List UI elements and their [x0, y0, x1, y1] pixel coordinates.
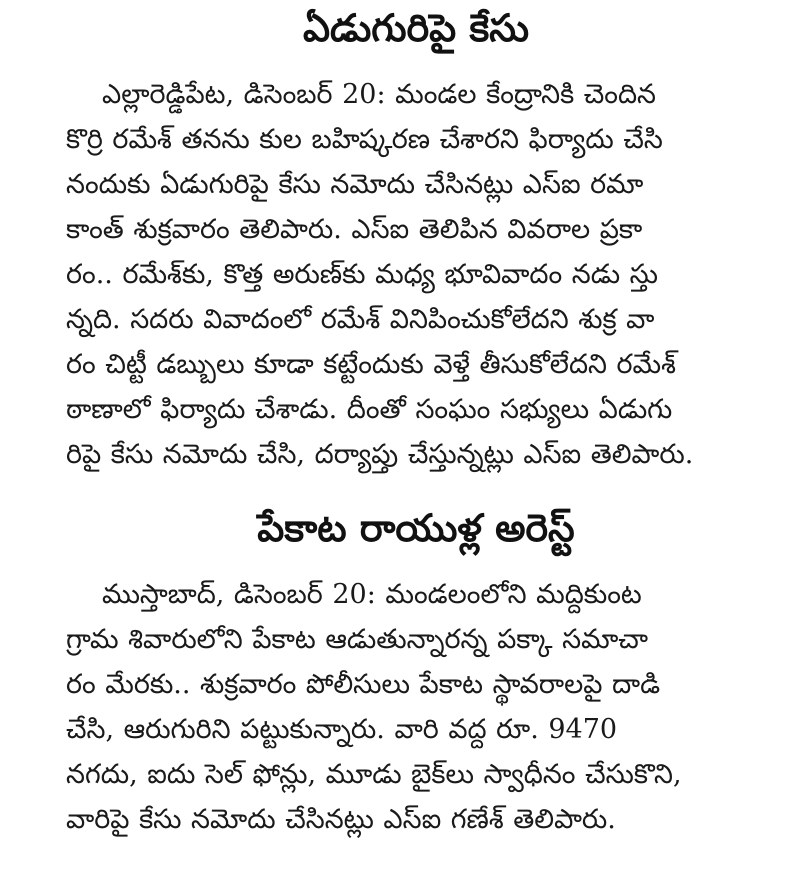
article-headline: పేకాట రాయుళ్ల అరెస్ట్	[257, 506, 575, 550]
article-body	[66, 572, 766, 842]
article-line: వారిపై కేసు నమోదు చేసినట్లు ఎస్ఐ గణేశ్ తెలిపారు.	[66, 804, 616, 835]
article-headline: ఏడుగురిపై కేసు	[302, 6, 530, 50]
article-line: ముస్తాబాద్, డిసెంబర్ 20: మండలంలోని మద్దికుంట	[102, 579, 642, 610]
article-line: రం మేరకు.. శుక్రవారం పోలీసులు పేకాట స్థావరాలపై దాడి	[66, 669, 661, 700]
article-line: చేసి, ఆరుగురిని పట్టుకున్నారు. వారి వద్ద రూ. 9470	[66, 714, 618, 745]
article-line: రం చిట్టీ డబ్బులు కూడా కట్టేందుకు వెళ్తే తీసుకోలేదని రమేశ్	[66, 349, 676, 380]
article-line: గ్రామ శివారులోని పేకాట ఆడుతున్నారన్న పక్కా సమాచా	[66, 624, 649, 655]
article-line: ఠాణాలో ఫిర్యాదు చేశాడు. దీంతో సంఘం సభ్యులు ఏడుగు	[66, 394, 673, 425]
article-line: కాంత్ శుక్రవారం తెలిపారు. ఎస్ఐ తెలిపిన వివరాల ప్రకా	[66, 214, 643, 245]
news-article-caste-boycott-case	[66, 0, 766, 477]
article-line: రం.. రమేశ్‌కు, కొత్త అరుణ్‌కు మధ్య భూవివాదం నడు స్తు	[66, 259, 658, 290]
article-line: న్నది. సదరు వివాదంలో రమేశ్ వినిపించుకోలేదని శుక్ర వా	[66, 304, 655, 335]
article-line: నందుకు ఏడుగురిపై కేసు నమోదు చేసినట్లు ఎస్ఐ రమా	[66, 169, 644, 200]
article-line: నగదు, ఐదు సెల్ ఫోన్లు, మూడు బైక్‌లు స్వాధీనం చేసుకొని,	[66, 759, 682, 790]
article-line: కొర్రి రమేశ్ తనను కుల బహిష్కరణ చేశారని ఫిర్యాదు చేసి	[66, 124, 663, 155]
article-body	[66, 72, 766, 477]
news-article-gamblers-arrest	[66, 500, 766, 842]
article-line: ఎల్లారెడ్డిపేట, డిసెంబర్ 20: మండల కేంద్రానికి చెందిన	[102, 79, 657, 110]
article-line: రిపై కేసు నమోదు చేసి, దర్యాప్తు చేస్తున్నట్లు ఎస్ఐ తెలిపారు.	[66, 439, 694, 470]
